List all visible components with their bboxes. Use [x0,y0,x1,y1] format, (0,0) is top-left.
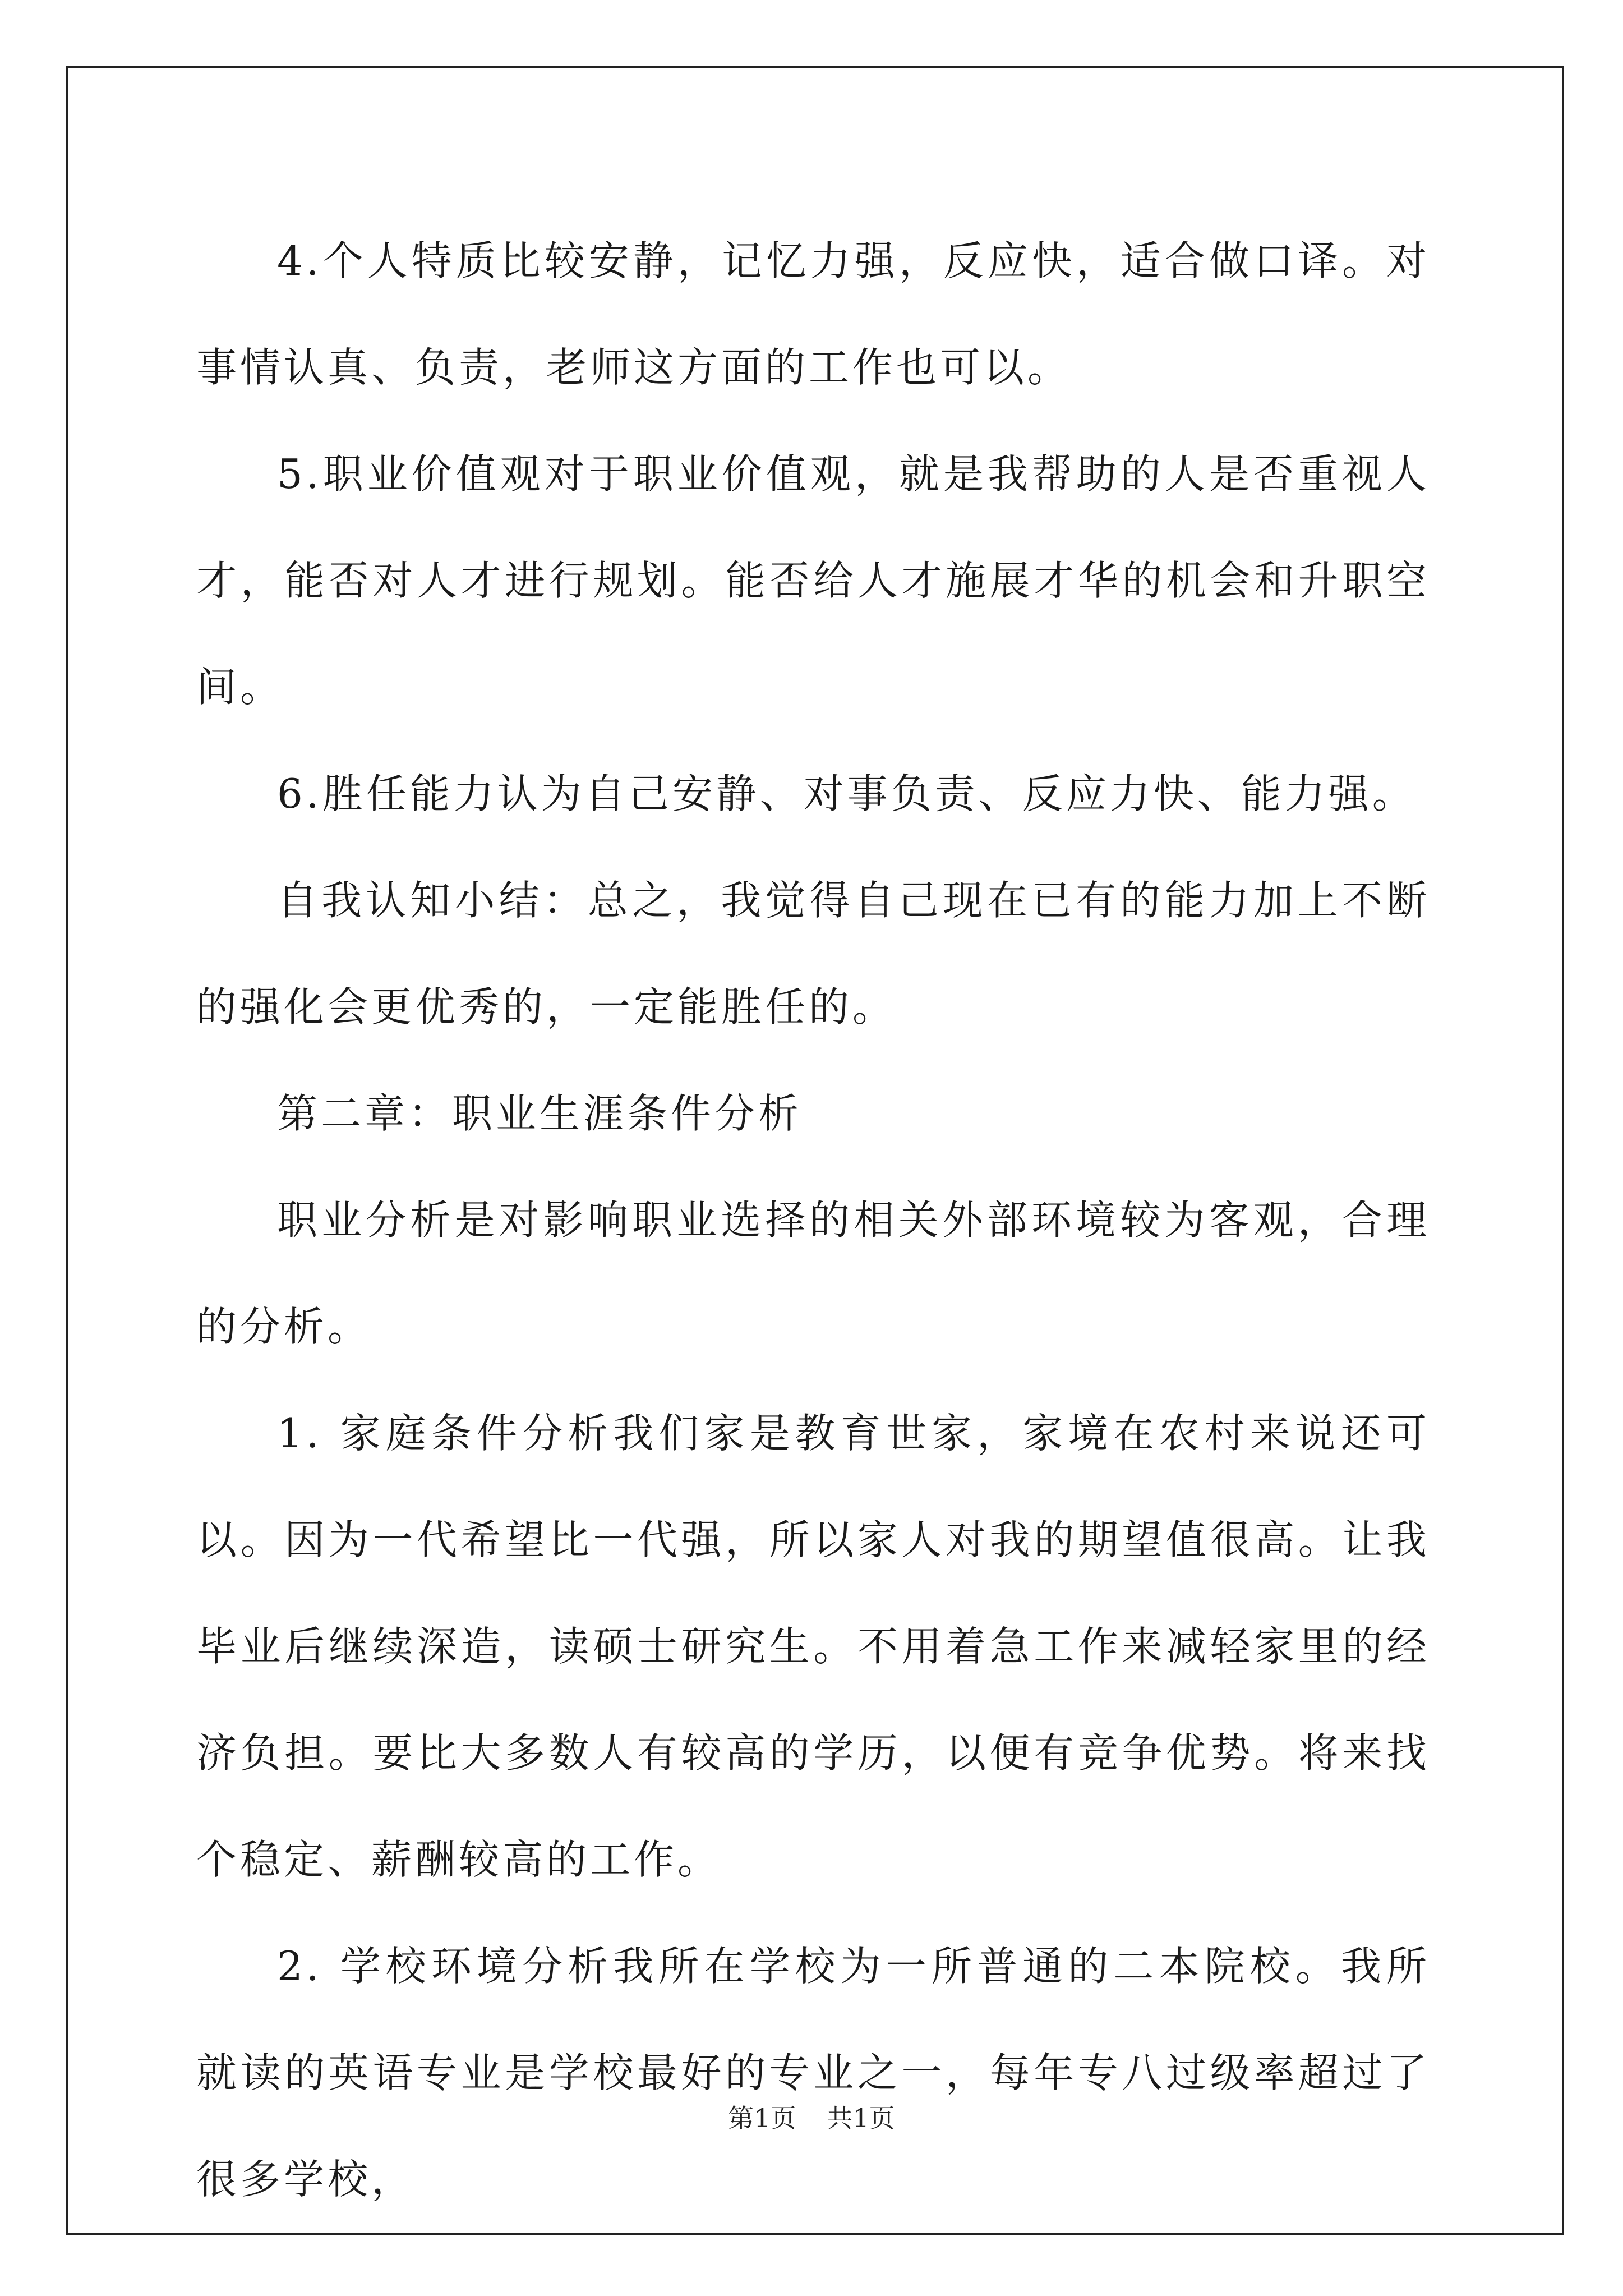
chapter-heading: 第二章：职业生涯条件分析 [277,1090,803,1137]
paragraph-4: 自我认知小结：总之，我觉得自己现在已有的能力加上不断的强化会更优秀的，一定能胜任的。 [196,877,1430,1030]
paragraph-5: 职业分析是对影响职业选择的相关外部环境较为客观，合理的分析。 [196,1197,1430,1350]
page-footer [0,2098,1623,2135]
page-total: 共1页 [827,2103,895,2133]
paragraph-6: 1. 家庭条件分析我们家是教育世家，家境在农村来说还可以。因为一代希望比一代强，所以家人对我的期望值很高。让我毕业后继续深造，读硕士研究生。不用着急工作来减轻家里的经济负担。要比大多数人有较高的学历，以便有竞争优势。将来找个稳定、薪酬较高的工作。 [196,1410,1430,1883]
document-body [196,208,1430,2233]
paragraph-7: 2. 学校环境分析我所在学校为一所普通的二本院校。我所就读的英语专业是学校最好的专业之一，每年专八过级率超过了很多学校， [196,1943,1430,2203]
paragraph-1: 4.个人特质比较安静，记忆力强，反应快，适合做口译。对事情认真、负责，老师这方面的工作也可以。 [196,237,1430,391]
paragraph-2: 5.职业价值观对于职业价值观，就是我帮助的人是否重视人才，能否对人才进行规划。能否给人才施展才华的机会和升职空间。 [196,450,1430,711]
paragraph-3: 6.胜任能力认为自己安静、对事负责、反应力快、能力强。 [277,770,1416,817]
page-number: 第1页 [728,2103,796,2133]
